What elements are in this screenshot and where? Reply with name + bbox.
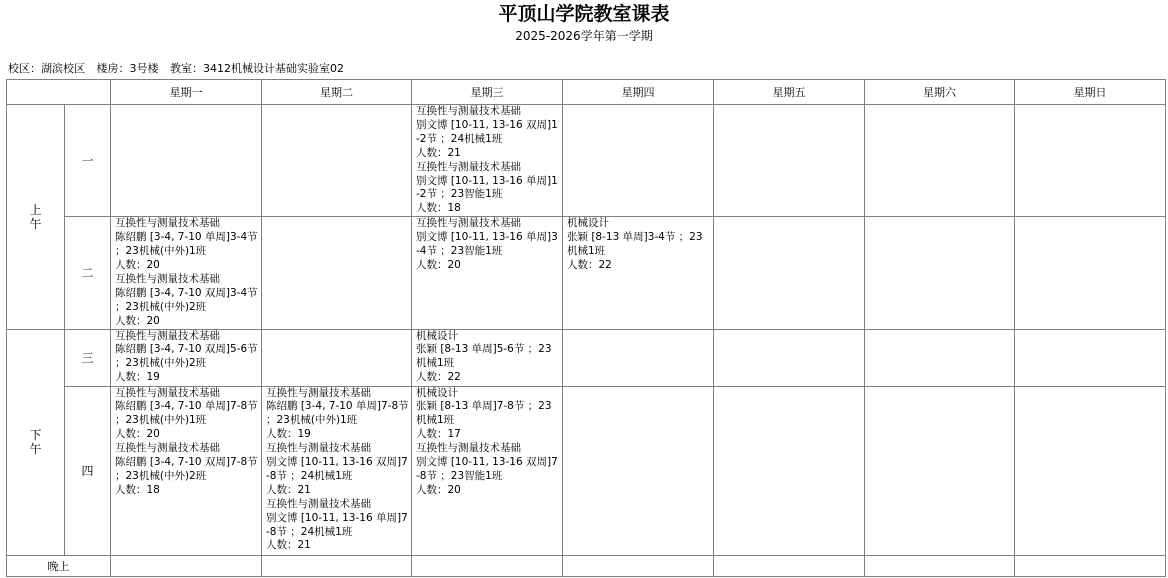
cell-p4-mon	[111, 386, 262, 555]
room-info	[8, 62, 352, 76]
course-entry	[416, 387, 560, 443]
student-count: 人数：22	[567, 258, 612, 271]
period-label-2: 二	[65, 217, 111, 329]
course-detail: 陈绍鹏 [3-4, 7-10 双周]5-6节 ；23机械(中外)2班	[115, 343, 258, 370]
course-entry	[416, 217, 560, 273]
course-name: 互换性与测量技术基础	[115, 217, 220, 230]
course-detail: 别文博 [10-11, 13-16 单周]3-4节 ；23智能1班	[416, 231, 558, 258]
period-row-1	[7, 105, 1166, 217]
course-detail: 别文博 [10-11, 13-16 双周]7-8节 ；24机械1班	[266, 456, 408, 482]
cell-p3-fri	[714, 329, 865, 386]
period-label-1: 一	[65, 105, 111, 217]
cell-p2-tue	[262, 217, 412, 329]
day-header-tue: 星期二	[262, 80, 412, 105]
student-count: 人数：19	[266, 428, 311, 441]
course-entry	[266, 442, 409, 498]
day-header-thu: 星期四	[563, 80, 714, 105]
student-count: 人数：21	[266, 539, 311, 552]
course-name: 互换性与测量技术基础	[416, 160, 521, 173]
cell-p3-mon	[111, 329, 262, 386]
cell-p3-sat	[865, 329, 1015, 386]
day-header-sun: 星期日	[1015, 80, 1166, 105]
course-name: 互换性与测量技术基础	[115, 329, 220, 342]
course-entry	[115, 273, 259, 329]
course-name: 互换性与测量技术基础	[266, 386, 371, 399]
student-count: 人数：20	[115, 428, 160, 441]
header-row	[7, 80, 1166, 105]
cell-p4-fri	[714, 386, 865, 555]
corner-cell	[7, 80, 111, 105]
room-label: 教室：3412机械设计基础实验室02	[170, 62, 344, 75]
cell-p2-fri	[714, 217, 865, 329]
course-detail: 陈绍鹏 [3-4, 7-10 双周]3-4节 ；23机械(中外)2班	[115, 286, 258, 313]
course-detail: 陈绍鹏 [3-4, 7-10 双周]7-8节 ；23机械(中外)2班	[115, 456, 258, 482]
cell-p1-wed	[412, 105, 563, 217]
cell-p3-sun	[1015, 329, 1166, 386]
course-detail: 别文博 [10-11, 13-16 双周]1-2节 ；24机械1班	[416, 118, 558, 145]
course-detail: 别文博 [10-11, 13-16 单周]7-8节 ；24机械1班	[266, 511, 408, 538]
evening-row	[7, 555, 1166, 576]
cell-p2-wed	[412, 217, 563, 329]
course-name: 机械设计	[416, 386, 458, 399]
course-entry	[115, 387, 259, 443]
cell-p1-mon	[111, 105, 262, 217]
course-name: 互换性与测量技术基础	[115, 386, 220, 399]
student-count: 人数：20	[416, 258, 461, 271]
page-title: 平顶山学院教室课表	[498, 3, 670, 25]
student-count: 人数：20	[115, 258, 160, 271]
course-entry	[115, 330, 259, 386]
segment-afternoon: 下午	[7, 329, 65, 555]
cell-p4-sun	[1015, 386, 1166, 555]
course-name: 机械设计	[416, 329, 458, 342]
cell-p2-mon	[111, 217, 262, 329]
course-entry	[416, 161, 560, 217]
cell-ev-sat	[865, 555, 1015, 576]
course-name: 互换性与测量技术基础	[115, 442, 220, 455]
student-count: 人数：20	[416, 483, 461, 496]
cell-p1-thu	[563, 105, 714, 217]
course-name: 互换性与测量技术基础	[416, 442, 521, 455]
course-detail: 张颖 [8-13 单周]7-8节 ；23机械1班	[416, 400, 552, 427]
cell-p3-tue	[262, 329, 412, 386]
day-header-fri: 星期五	[714, 80, 865, 105]
cell-p4-sat	[865, 386, 1015, 555]
course-entry	[266, 498, 409, 554]
cell-p2-sat	[865, 217, 1015, 329]
period-label-3: 三	[65, 329, 111, 386]
student-count: 人数：17	[416, 428, 461, 441]
term-label: 2025-2026学年第一学期	[515, 29, 653, 43]
timetable	[6, 79, 1166, 577]
period-row-3	[7, 329, 1166, 386]
cell-p1-sat	[865, 105, 1015, 217]
course-entry	[567, 217, 711, 273]
student-count: 人数：21	[416, 146, 461, 159]
cell-ev-fri	[714, 555, 865, 576]
course-name: 互换性与测量技术基础	[115, 272, 220, 285]
day-header-mon: 星期一	[111, 80, 262, 105]
course-detail: 陈绍鹏 [3-4, 7-10 单周]3-4节 ；23机械(中外)1班	[115, 231, 258, 258]
cell-ev-wed	[412, 555, 563, 576]
course-entry	[416, 105, 560, 161]
campus-label: 校区：湖滨校区	[8, 62, 85, 75]
course-name: 互换性与测量技术基础	[266, 442, 371, 455]
course-entry	[416, 442, 560, 498]
building-label: 楼房：3号楼	[96, 62, 159, 75]
cell-ev-thu	[563, 555, 714, 576]
course-name: 互换性与测量技术基础	[416, 217, 521, 230]
cell-p2-sun	[1015, 217, 1166, 329]
course-entry	[115, 442, 259, 498]
cell-p1-tue	[262, 105, 412, 217]
cell-p3-thu	[563, 329, 714, 386]
segment-morning: 上午	[7, 105, 65, 330]
course-detail: 张颖 [8-13 单周]5-6节 ；23机械1班	[416, 343, 552, 370]
course-detail: 别文博 [10-11, 13-16 双周]7-8节 ；23智能1班	[416, 456, 558, 482]
period-row-4	[7, 386, 1166, 555]
cell-p1-fri	[714, 105, 865, 217]
day-header-sat: 星期六	[865, 80, 1015, 105]
course-entry	[416, 330, 560, 386]
course-detail: 陈绍鹏 [3-4, 7-10 单周]7-8节 ；23机械(中外)1班	[115, 400, 258, 427]
course-name: 机械设计	[567, 217, 609, 230]
cell-p3-wed	[412, 329, 563, 386]
cell-p2-thu	[563, 217, 714, 329]
course-name: 互换性与测量技术基础	[416, 105, 521, 117]
course-name: 互换性与测量技术基础	[266, 497, 371, 510]
cell-p4-wed	[412, 386, 563, 555]
period-label-4: 四	[65, 386, 111, 555]
cell-p4-tue	[262, 386, 412, 555]
student-count: 人数：19	[115, 371, 160, 384]
course-entry	[266, 387, 409, 443]
course-detail: 别文博 [10-11, 13-16 单周]1-2节 ；23智能1班	[416, 174, 558, 201]
cell-p1-sun	[1015, 105, 1166, 217]
student-count: 人数：18	[115, 483, 160, 496]
cell-p4-thu	[563, 386, 714, 555]
student-count: 人数：21	[266, 483, 311, 496]
course-detail: 张颖 [8-13 单周]3-4节 ；23机械1班	[567, 231, 703, 258]
cell-ev-mon	[111, 555, 262, 576]
course-entry	[115, 217, 259, 273]
cell-ev-sun	[1015, 555, 1166, 576]
cell-ev-tue	[262, 555, 412, 576]
period-row-2	[7, 217, 1166, 329]
course-detail: 陈绍鹏 [3-4, 7-10 单周]7-8节 ；23机械(中外)1班	[266, 400, 409, 427]
student-count: 人数：18	[416, 202, 461, 215]
segment-evening: 晚上	[7, 555, 111, 576]
day-header-wed: 星期三	[412, 80, 563, 105]
student-count: 人数：22	[416, 371, 461, 384]
student-count: 人数：20	[115, 314, 160, 327]
